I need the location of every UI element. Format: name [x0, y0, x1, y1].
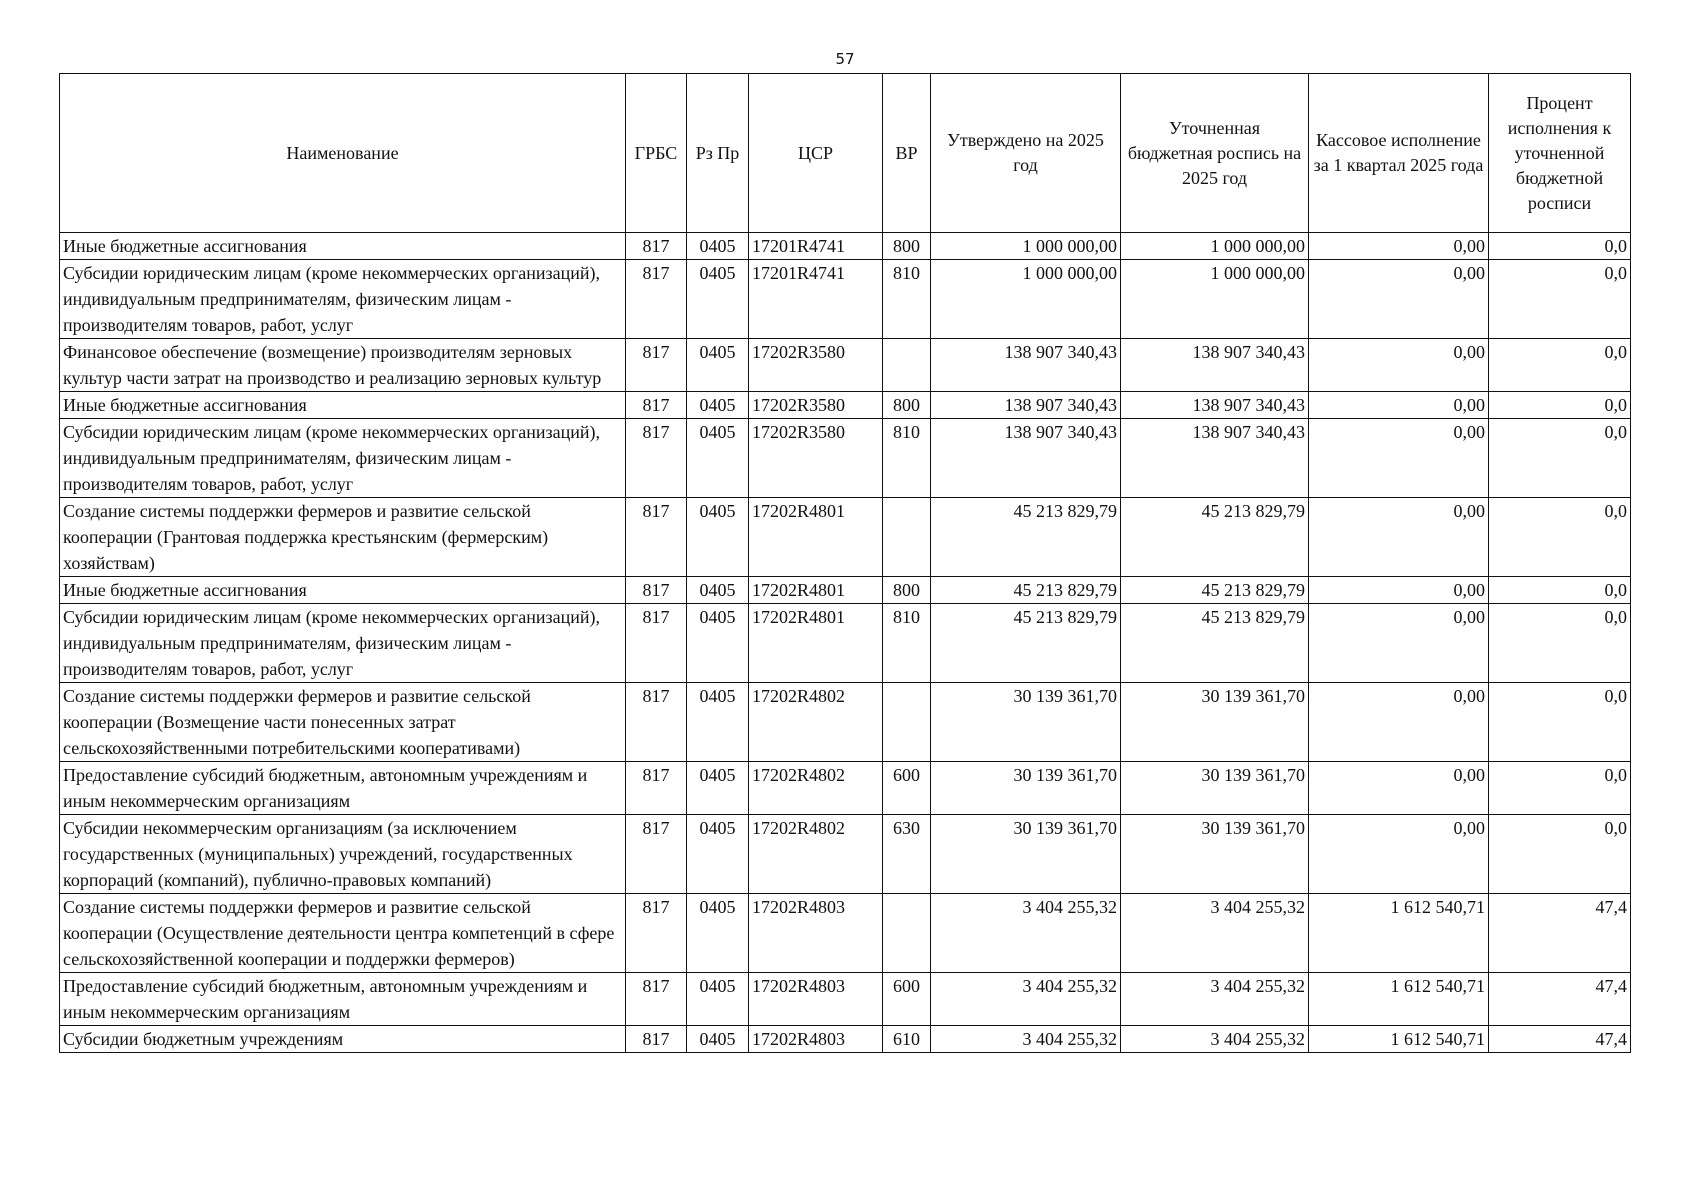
- cell-csr: 17202R3580: [749, 339, 883, 392]
- cell-name: Субсидии юридическим лицам (кроме некоммерческих организаций), индивидуальным предпринимателям, физическим лицам - производителям товаров, работ, услуг: [60, 604, 626, 683]
- cell-name: Создание системы поддержки фермеров и развитие сельской кооперации (Возмещение части понесенных затрат сельскохозяйственными потребительскими кооперативами): [60, 683, 626, 762]
- cell-approved: 3 404 255,32: [931, 1026, 1121, 1053]
- cell-approved: 30 139 361,70: [931, 815, 1121, 894]
- cell-vr: 810: [883, 260, 931, 339]
- table-row: [60, 260, 1631, 339]
- cell-cash: 0,00: [1309, 604, 1489, 683]
- cell-csr: 17202R3580: [749, 419, 883, 498]
- cell-rzpr: 0405: [687, 419, 749, 498]
- cell-cash: 0,00: [1309, 683, 1489, 762]
- table-header-row: [60, 74, 1631, 233]
- column-header-grbs: ГРБС: [626, 74, 687, 233]
- column-header-percent: Процент исполнения к уточненной бюджетной росписи: [1489, 74, 1631, 233]
- cell-vr: [883, 498, 931, 577]
- cell-vr: 610: [883, 1026, 931, 1053]
- cell-rzpr: 0405: [687, 577, 749, 604]
- page-number: 57: [835, 50, 855, 68]
- cell-percent: 0,0: [1489, 498, 1631, 577]
- cell-name: Иные бюджетные ассигнования: [60, 233, 626, 260]
- cell-percent: 0,0: [1489, 683, 1631, 762]
- cell-rzpr: 0405: [687, 392, 749, 419]
- cell-vr: [883, 683, 931, 762]
- cell-name: Субсидии некоммерческим организациям (за исключением государственных (муниципальных) учреждений, государственных корпораций (компаний), публично-правовых компаний): [60, 815, 626, 894]
- table-row: [60, 894, 1631, 973]
- cell-grbs: 817: [626, 815, 687, 894]
- cell-refined: 1 000 000,00: [1121, 233, 1309, 260]
- table-row: [60, 498, 1631, 577]
- cell-name: Иные бюджетные ассигнования: [60, 392, 626, 419]
- cell-percent: 47,4: [1489, 1026, 1631, 1053]
- cell-approved: 30 139 361,70: [931, 762, 1121, 815]
- table-row: [60, 577, 1631, 604]
- cell-name: Субсидии бюджетным учреждениям: [60, 1026, 626, 1053]
- cell-grbs: 817: [626, 392, 687, 419]
- cell-name: Предоставление субсидий бюджетным, автономным учреждениям и иным некоммерческим организациям: [60, 973, 626, 1026]
- cell-rzpr: 0405: [687, 1026, 749, 1053]
- cell-rzpr: 0405: [687, 815, 749, 894]
- cell-refined: 45 213 829,79: [1121, 577, 1309, 604]
- cell-cash: 0,00: [1309, 233, 1489, 260]
- cell-vr: 800: [883, 233, 931, 260]
- cell-refined: 138 907 340,43: [1121, 339, 1309, 392]
- cell-approved: 30 139 361,70: [931, 683, 1121, 762]
- cell-csr: 17202R4803: [749, 1026, 883, 1053]
- cell-approved: 1 000 000,00: [931, 260, 1121, 339]
- cell-csr: 17202R4802: [749, 815, 883, 894]
- cell-refined: 3 404 255,32: [1121, 973, 1309, 1026]
- cell-name: Финансовое обеспечение (возмещение) производителям зерновых культур части затрат на производство и реализацию зерновых культур: [60, 339, 626, 392]
- cell-rzpr: 0405: [687, 233, 749, 260]
- cell-refined: 138 907 340,43: [1121, 392, 1309, 419]
- cell-percent: 0,0: [1489, 339, 1631, 392]
- cell-cash: 0,00: [1309, 815, 1489, 894]
- cell-rzpr: 0405: [687, 683, 749, 762]
- cell-rzpr: 0405: [687, 762, 749, 815]
- table-row: [60, 1026, 1631, 1053]
- cell-name: Субсидии юридическим лицам (кроме некоммерческих организаций), индивидуальным предпринимателям, физическим лицам - производителям товаров, работ, услуг: [60, 419, 626, 498]
- cell-rzpr: 0405: [687, 498, 749, 577]
- budget-execution-table: [59, 73, 1631, 1053]
- cell-csr: 17202R4802: [749, 683, 883, 762]
- column-header-name: Наименование: [60, 74, 626, 233]
- cell-grbs: 817: [626, 260, 687, 339]
- cell-cash: 0,00: [1309, 260, 1489, 339]
- cell-percent: 0,0: [1489, 604, 1631, 683]
- cell-refined: 30 139 361,70: [1121, 683, 1309, 762]
- table-row: [60, 604, 1631, 683]
- cell-cash: 0,00: [1309, 392, 1489, 419]
- cell-vr: 800: [883, 577, 931, 604]
- cell-grbs: 817: [626, 1026, 687, 1053]
- cell-percent: 0,0: [1489, 419, 1631, 498]
- cell-rzpr: 0405: [687, 604, 749, 683]
- cell-percent: 0,0: [1489, 392, 1631, 419]
- table-row: [60, 973, 1631, 1026]
- cell-name: Субсидии юридическим лицам (кроме некоммерческих организаций), индивидуальным предпринимателям, физическим лицам - производителям товаров, работ, услуг: [60, 260, 626, 339]
- cell-csr: 17201R4741: [749, 260, 883, 339]
- cell-percent: 47,4: [1489, 973, 1631, 1026]
- cell-grbs: 817: [626, 973, 687, 1026]
- table-row: [60, 392, 1631, 419]
- cell-name: Иные бюджетные ассигнования: [60, 577, 626, 604]
- cell-approved: 138 907 340,43: [931, 392, 1121, 419]
- cell-approved: 3 404 255,32: [931, 894, 1121, 973]
- cell-vr: 630: [883, 815, 931, 894]
- cell-cash: 1 612 540,71: [1309, 894, 1489, 973]
- cell-vr: 600: [883, 762, 931, 815]
- column-header-rzpr: Рз Пр: [687, 74, 749, 233]
- cell-grbs: 817: [626, 683, 687, 762]
- table-body: [60, 233, 1631, 1053]
- cell-csr: 17202R3580: [749, 392, 883, 419]
- table-row: [60, 419, 1631, 498]
- cell-csr: 17202R4803: [749, 894, 883, 973]
- cell-name: Предоставление субсидий бюджетным, автономным учреждениям и иным некоммерческим организациям: [60, 762, 626, 815]
- cell-grbs: 817: [626, 498, 687, 577]
- cell-grbs: 817: [626, 577, 687, 604]
- cell-approved: 3 404 255,32: [931, 973, 1121, 1026]
- cell-approved: 45 213 829,79: [931, 604, 1121, 683]
- cell-refined: 30 139 361,70: [1121, 815, 1309, 894]
- column-header-refined: Уточненная бюджетная роспись на 2025 год: [1121, 74, 1309, 233]
- column-header-vr: ВР: [883, 74, 931, 233]
- cell-grbs: 817: [626, 233, 687, 260]
- cell-rzpr: 0405: [687, 339, 749, 392]
- cell-cash: 0,00: [1309, 577, 1489, 604]
- cell-vr: 810: [883, 419, 931, 498]
- cell-csr: 17202R4803: [749, 973, 883, 1026]
- cell-csr: 17202R4802: [749, 762, 883, 815]
- cell-grbs: 817: [626, 339, 687, 392]
- cell-approved: 45 213 829,79: [931, 577, 1121, 604]
- cell-refined: 45 213 829,79: [1121, 604, 1309, 683]
- cell-cash: 0,00: [1309, 498, 1489, 577]
- cell-csr: 17201R4741: [749, 233, 883, 260]
- column-header-approved: Утверждено на 2025 год: [931, 74, 1121, 233]
- table-row: [60, 339, 1631, 392]
- column-header-csr: ЦСР: [749, 74, 883, 233]
- cell-cash: 0,00: [1309, 419, 1489, 498]
- cell-approved: 45 213 829,79: [931, 498, 1121, 577]
- table-row: [60, 815, 1631, 894]
- cell-rzpr: 0405: [687, 260, 749, 339]
- cell-grbs: 817: [626, 762, 687, 815]
- table-row: [60, 762, 1631, 815]
- cell-percent: 0,0: [1489, 762, 1631, 815]
- cell-grbs: 817: [626, 604, 687, 683]
- cell-percent: 0,0: [1489, 233, 1631, 260]
- column-header-cash: Кассовое исполнение за 1 квартал 2025 года: [1309, 74, 1489, 233]
- cell-csr: 17202R4801: [749, 498, 883, 577]
- table-row: [60, 233, 1631, 260]
- cell-refined: 1 000 000,00: [1121, 260, 1309, 339]
- cell-percent: 0,0: [1489, 260, 1631, 339]
- cell-refined: 45 213 829,79: [1121, 498, 1309, 577]
- cell-csr: 17202R4801: [749, 604, 883, 683]
- cell-name: Создание системы поддержки фермеров и развитие сельской кооперации (Грантовая поддержка крестьянским (фермерским) хозяйствам): [60, 498, 626, 577]
- table-row: [60, 683, 1631, 762]
- cell-vr: 800: [883, 392, 931, 419]
- cell-percent: 0,0: [1489, 815, 1631, 894]
- cell-approved: 138 907 340,43: [931, 339, 1121, 392]
- cell-rzpr: 0405: [687, 973, 749, 1026]
- cell-refined: 3 404 255,32: [1121, 1026, 1309, 1053]
- cell-approved: 1 000 000,00: [931, 233, 1121, 260]
- cell-cash: 0,00: [1309, 339, 1489, 392]
- cell-cash: 1 612 540,71: [1309, 1026, 1489, 1053]
- cell-grbs: 817: [626, 419, 687, 498]
- cell-cash: 1 612 540,71: [1309, 973, 1489, 1026]
- cell-vr: 600: [883, 973, 931, 1026]
- cell-vr: [883, 339, 931, 392]
- cell-refined: 138 907 340,43: [1121, 419, 1309, 498]
- cell-cash: 0,00: [1309, 762, 1489, 815]
- cell-grbs: 817: [626, 894, 687, 973]
- cell-name: Создание системы поддержки фермеров и развитие сельской кооперации (Осуществление деятельности центра компетенций в сфере сельскохозяйственной кооперации и поддержки фермеров): [60, 894, 626, 973]
- cell-percent: 47,4: [1489, 894, 1631, 973]
- cell-percent: 0,0: [1489, 577, 1631, 604]
- cell-approved: 138 907 340,43: [931, 419, 1121, 498]
- cell-vr: 810: [883, 604, 931, 683]
- cell-vr: [883, 894, 931, 973]
- cell-rzpr: 0405: [687, 894, 749, 973]
- cell-refined: 3 404 255,32: [1121, 894, 1309, 973]
- cell-csr: 17202R4801: [749, 577, 883, 604]
- cell-refined: 30 139 361,70: [1121, 762, 1309, 815]
